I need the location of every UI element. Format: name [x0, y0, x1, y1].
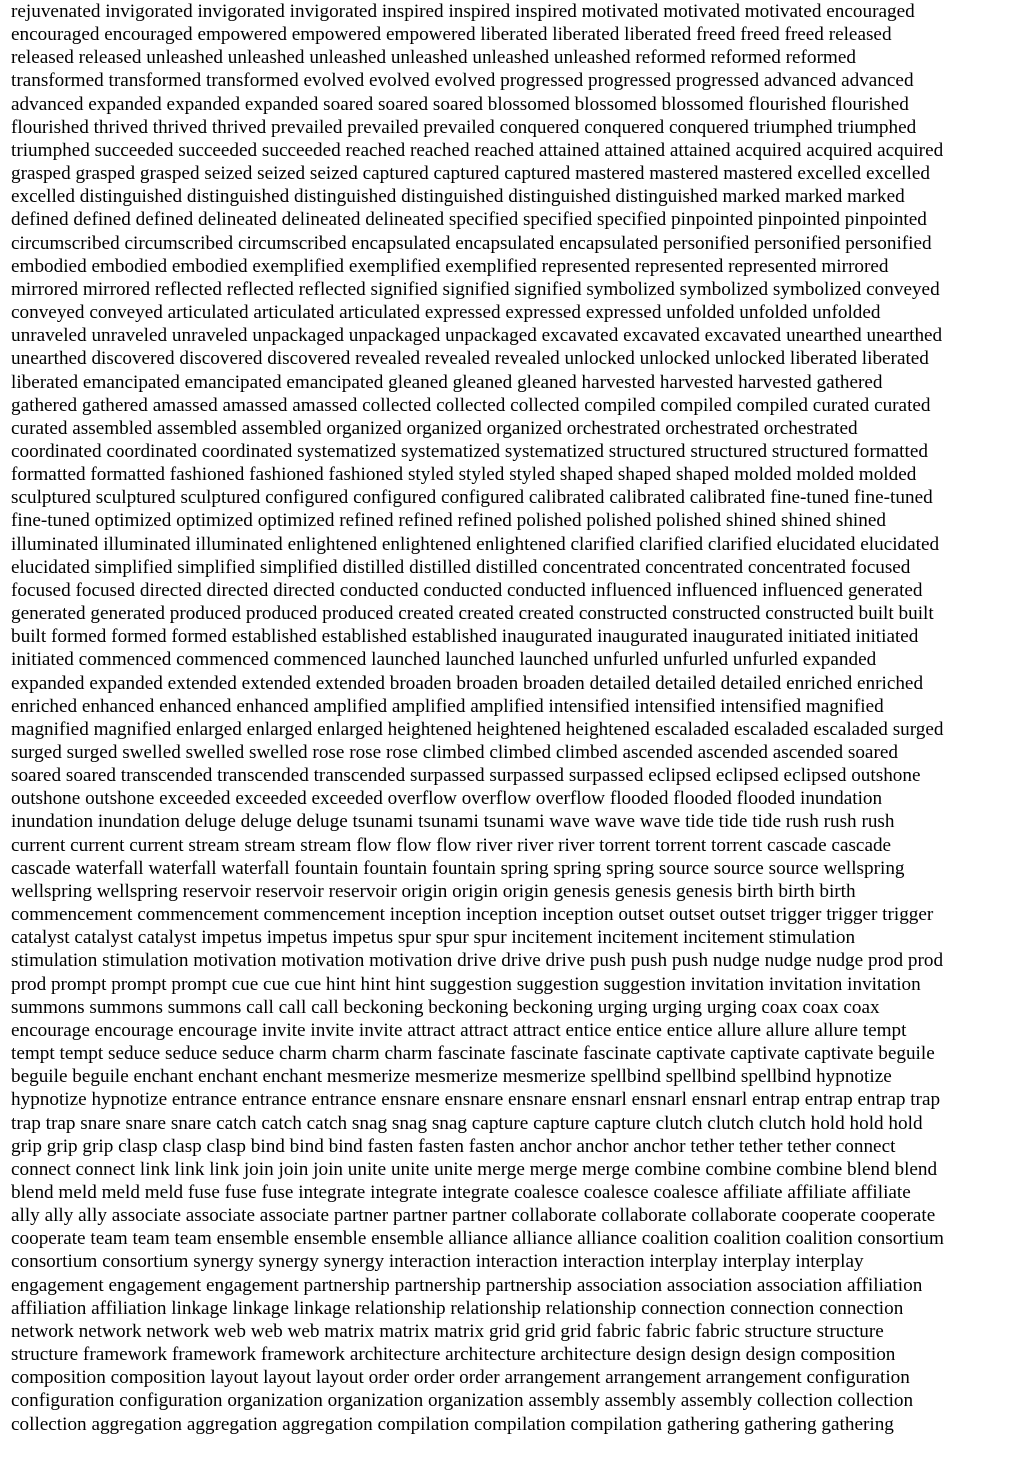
text-line: stimulation stimulation motivation motivation motivation drive drive drive push push push nudge nudge nudge prod prod [11, 950, 944, 972]
text-line: consortium consortium synergy synergy synergy interaction interaction interaction interplay interplay interplay [11, 1251, 864, 1273]
text-line: composition composition layout layout layout order order order arrangement arrangement arrangement configuration [11, 1367, 910, 1389]
text-line: liberated emancipated emancipated emancipated gleaned gleaned gleaned harvested harvested harvested gathered [11, 371, 883, 393]
text-line: summons summons summons call call call beckoning beckoning beckoning urging urging urging coax coax coax [11, 996, 880, 1018]
text-line: fine-tuned optimized optimized optimized refined refined refined polished polished polished shined shined shined [11, 510, 886, 532]
text-line: elucidated simplified simplified simplified distilled distilled distilled concentrated concentrated concentrated focused [11, 556, 911, 578]
text-line: inundation inundation deluge deluge deluge tsunami tsunami tsunami wave wave wave tide tide tide rush rush rush [11, 811, 895, 833]
text-line: transformed transformed transformed evolved evolved evolved progressed progressed progressed advanced advanced [11, 70, 914, 92]
text-line: beguile beguile enchant enchant enchant mesmerize mesmerize mesmerize spellbind spellbind spellbind hypnotize [11, 1066, 892, 1088]
text-line: gathered gathered amassed amassed amassed collected collected collected compiled compiled compiled curated curated [11, 394, 931, 416]
text-line: enriched enhanced enhanced enhanced amplified amplified amplified intensified intensified intensified magnified [11, 695, 884, 717]
text-line: triumphed succeeded succeeded succeeded reached reached reached attained attained attained acquired acquired acquired [11, 139, 944, 161]
text-line: configuration configuration organization organization organization assembly assembly assembly collection collection [11, 1390, 914, 1412]
text-line: conveyed conveyed articulated articulated articulated expressed expressed expressed unfolded unfolded unfolded [11, 302, 881, 324]
text-line: curated assembled assembled assembled organized organized organized orchestrated orchestrated orchestrated [11, 417, 858, 439]
text-line: cascade waterfall waterfall waterfall fountain fountain fountain spring spring spring source source source wellspring [11, 857, 905, 879]
text-line: network network network web web web matrix matrix matrix grid grid grid fabric fabric fabric structure structure [11, 1320, 884, 1342]
text-line: surged surged swelled swelled swelled rose rose rose climbed climbed climbed ascended ascended ascended soared [11, 742, 898, 763]
text-line [11, 1436, 1021, 1459]
text-line: commencement commencement commencement inception inception inception outset outset outset trigger trigger trigger [11, 904, 934, 926]
text-line: embodied embodied embodied exemplified exemplified exemplified represented represented represented mirrored [11, 255, 889, 277]
document-body [11, 0, 1021, 1459]
text-line: unraveled unraveled unraveled unpackaged unpackaged unpackaged excavated excavated excavated unearthed unearthed [11, 325, 943, 347]
text-line: collection aggregation aggregation aggregation compilation compilation compilation gathering gathering gathering [11, 1413, 894, 1435]
text-line: generated generated produced produced produced created created created constructed constructed constructed built built [11, 603, 934, 625]
text-line: cooperate team team team ensemble ensemble ensemble alliance alliance alliance coalition coalition coalition consortium [11, 1228, 944, 1250]
text-line: hypnotize hypnotize entrance entrance entrance ensnare ensnare ensnare ensnarl ensnarl ensnarl entrap entrap entrap trap [11, 1089, 941, 1111]
text-line: advanced expanded expanded expanded soared soared soared blossomed blossomed blossomed flourished flourished [11, 93, 909, 115]
text-line: trap trap snare snare snare catch catch catch snag snag snag capture capture capture clutch clutch clutch hold hold hold [11, 1112, 923, 1134]
text-line: connect connect link link link join join join unite unite unite merge merge merge combine combine combine blend blend [11, 1158, 938, 1180]
text-line: structure framework framework framework architecture architecture architecture design design design composition [11, 1344, 896, 1366]
text-line: focused focused directed directed directed conducted conducted conducted influenced influenced influenced generated [11, 579, 923, 601]
text-line: prod prompt prompt prompt cue cue cue hint hint hint suggestion suggestion suggestion invitation invitation invitation [11, 973, 921, 995]
text-line: circumscribed circumscribed circumscribed encapsulated encapsulated encapsulated personified personified personified [11, 232, 932, 254]
text-line: unearthed discovered discovered discovered revealed revealed revealed unlocked unlocked unlocked liberated liberated [11, 348, 929, 370]
text-line: rejuvenated invigorated invigorated invigorated inspired inspired inspired motivated motivated motivated encouraged [11, 1, 915, 22]
text-line: affiliation affiliation linkage linkage linkage relationship relationship relationship connection connection connection [11, 1297, 904, 1319]
text-line: current current current stream stream stream flow flow flow river river river torrent torrent torrent cascade cascade [11, 834, 892, 856]
text-line: illuminated illuminated illuminated enlightened enlightened enlightened clarified clarified clarified elucidated elucidated [11, 533, 940, 555]
text-line: flourished thrived thrived thrived prevailed prevailed prevailed conquered conquered conquered triumphed triumphed [11, 116, 917, 138]
text-line: excelled distinguished distinguished distinguished distinguished distinguished distinguished marked marked marked [11, 186, 905, 208]
text-line: released released unleashed unleashed unleashed unleashed unleashed unleashed reformed reformed reformed [11, 47, 856, 69]
text-line: formatted formatted fashioned fashioned fashioned styled styled styled shaped shaped shaped molded molded molded [11, 464, 917, 486]
text-line: ally ally ally associate associate associate partner partner partner collaborate collaborate collaborate cooperate cooperate [11, 1205, 936, 1227]
text-line: sculptured sculptured sculptured configured configured configured calibrated calibrated calibrated fine-tuned fine-tuned [11, 487, 933, 509]
text-line: encourage encourage encourage invite invite invite attract attract attract entice entice entice allure allure allure tempt [11, 1019, 907, 1041]
text-line: grasped grasped grasped seized seized seized captured captured captured mastered mastered mastered excelled excelled [11, 163, 930, 185]
text-line: defined defined defined delineated delineated delineated specified specified specified pinpointed pinpointed pinpointed [11, 209, 927, 231]
text-line: outshone outshone exceeded exceeded exceeded overflow overflow overflow flooded flooded flooded inundation [11, 788, 883, 810]
text-line: mirrored mirrored reflected reflected reflected signified signified signified symbolized symbolized symbolized conveyed [11, 278, 940, 300]
text-line: initiated commenced commenced commenced launched launched launched unfurled unfurled unfurled expanded [11, 649, 877, 671]
text-line: soared soared transcended transcended transcended surpassed surpassed surpassed eclipsed eclipsed eclipsed outshone [11, 765, 921, 787]
text-line: coordinated coordinated coordinated systematized systematized systematized structured structured structured formatted [11, 440, 928, 462]
text-line: blend meld meld meld fuse fuse fuse integrate integrate integrate coalesce coalesce coalesce affiliate affiliate affiliate [11, 1181, 911, 1203]
text-line: tempt tempt seduce seduce seduce charm charm charm fascinate fascinate fascinate captivate captivate captivate beguile [11, 1043, 935, 1065]
text-line: expanded expanded extended extended extended broaden broaden broaden detailed detailed detailed enriched enriched [11, 672, 924, 694]
text-line: encouraged encouraged empowered empowered empowered liberated liberated liberated freed freed freed released [11, 24, 892, 46]
text-line: catalyst catalyst catalyst impetus impetus impetus spur spur spur incitement incitement incitement stimulation [11, 927, 856, 949]
text-line: grip grip grip clasp clasp clasp bind bind bind fasten fasten fasten anchor anchor anchor tether tether tether connect [11, 1135, 896, 1157]
text-line: engagement engagement engagement partnership partnership partnership association association association affiliation [11, 1274, 923, 1296]
text-line: built formed formed formed established established established inaugurated inaugurated inaugurated initiated initiated [11, 626, 919, 648]
text-line: magnified magnified enlarged enlarged enlarged heightened heightened heightened escaladed escaladed escaladed surged [11, 718, 944, 740]
text-line: wellspring wellspring reservoir reservoir reservoir origin origin origin genesis genesis genesis birth birth birth [11, 880, 856, 902]
